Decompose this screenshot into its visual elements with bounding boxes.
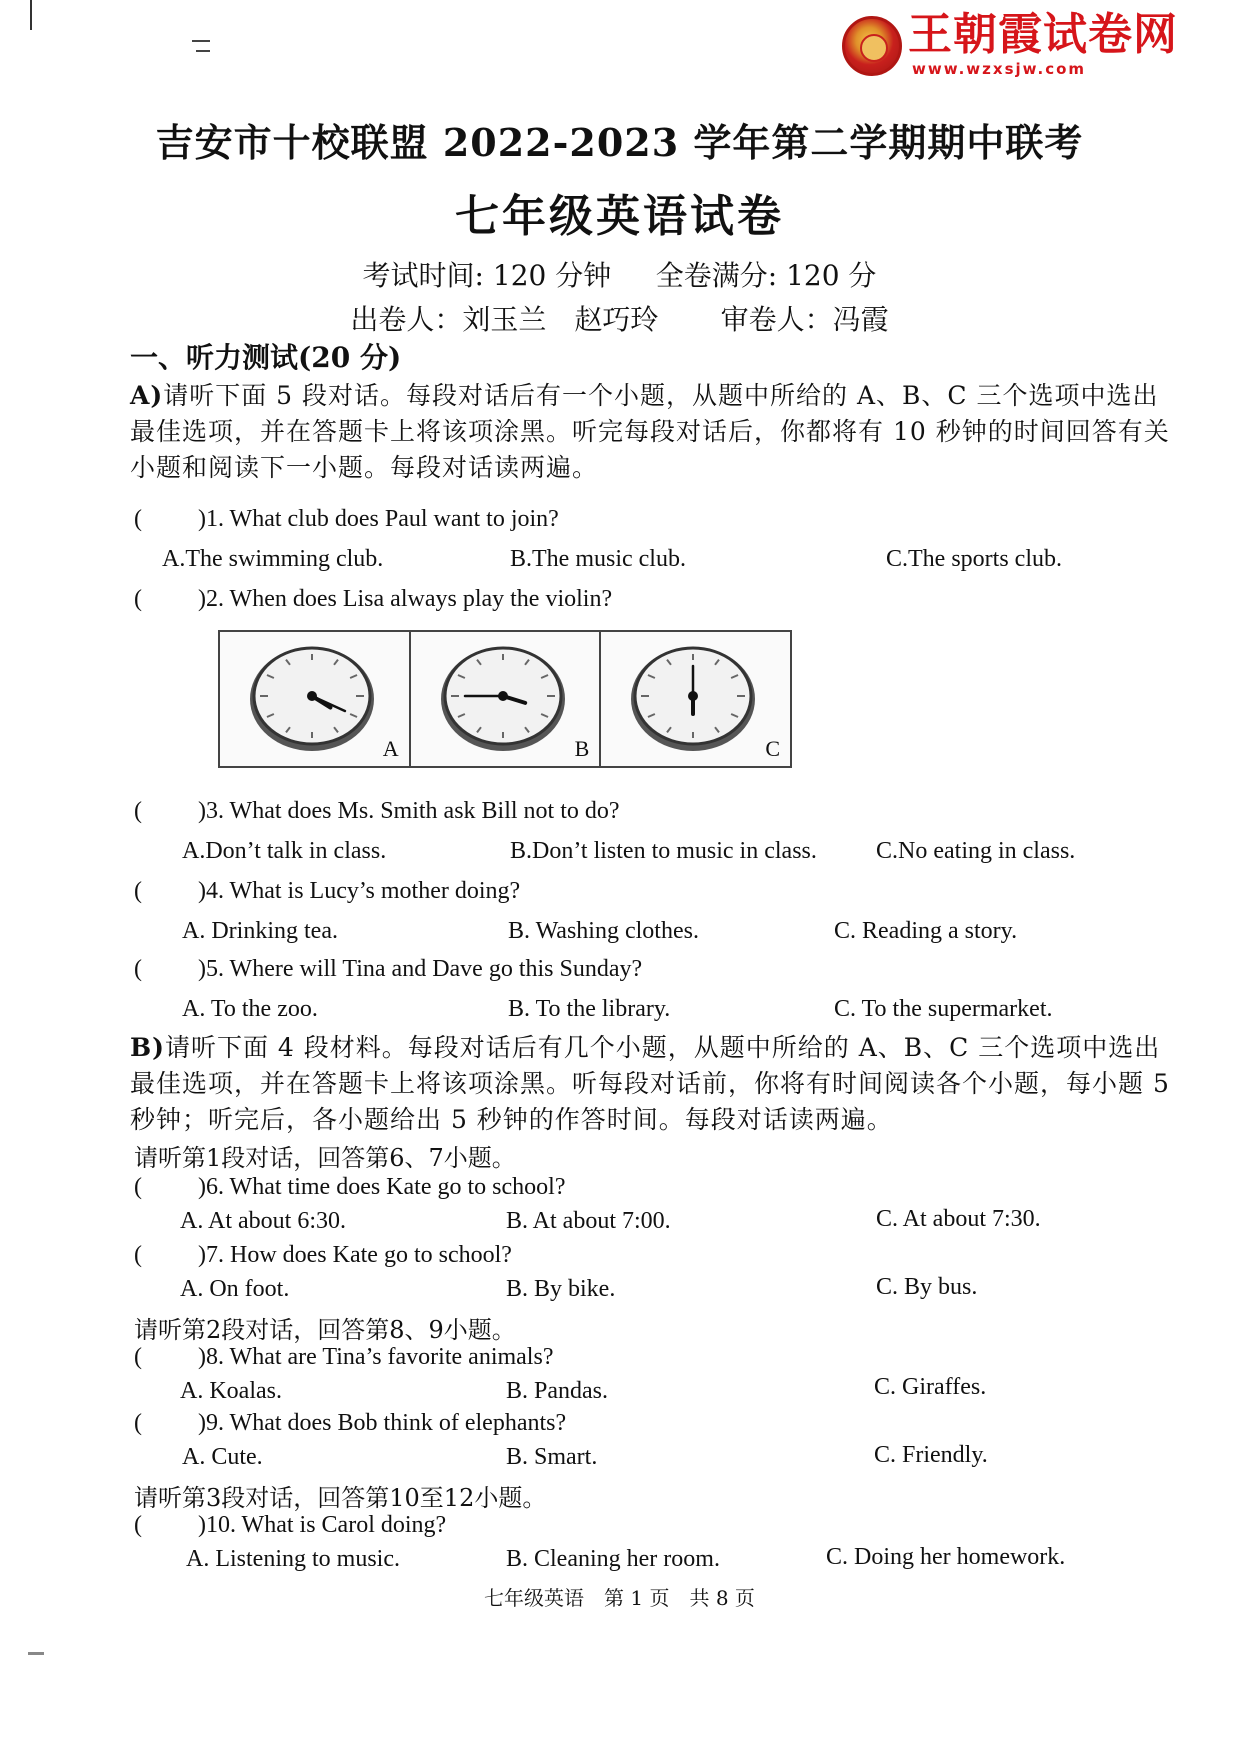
question-7	[134, 1242, 512, 1269]
question-text: )5. Where will Tina and Dave go this Sunday?	[198, 956, 643, 982]
question-text: )1. What club does Paul want to join?	[198, 506, 559, 532]
option-b: B.The music club.	[510, 546, 686, 572]
option-c: C. Friendly.	[874, 1442, 988, 1468]
exam-staff	[0, 298, 1239, 338]
option-c: C. Doing her homework.	[826, 1544, 1066, 1570]
full-score: 全卷满分: 120 分	[655, 259, 877, 292]
question-text: )3. What does Ms. Smith ask Bill not to do?	[198, 798, 620, 824]
option-a: A. Koalas.	[180, 1378, 282, 1404]
clock-options	[218, 630, 792, 768]
scan-mark	[196, 50, 210, 52]
question-10	[134, 1512, 446, 1539]
clock-icon	[220, 632, 410, 766]
option-a: A.The swimming club.	[162, 546, 384, 572]
answer-blank[interactable]: (	[134, 586, 142, 612]
question-5	[134, 956, 642, 983]
clock-center	[688, 691, 698, 701]
option-c: C.No eating in class.	[876, 838, 1076, 864]
option-c: C. To the supermarket.	[834, 996, 1053, 1022]
option-c: C. Reading a story.	[834, 918, 1018, 944]
option-a: A. Drinking tea.	[182, 918, 338, 944]
option-c: C.The sports club.	[886, 546, 1062, 572]
site-logo[interactable]	[842, 9, 1178, 78]
clock-option-b	[411, 632, 602, 766]
scan-mark	[192, 40, 210, 42]
option-b: B. To the library.	[508, 996, 671, 1022]
question-text: )6. What time does Kate go to school?	[198, 1174, 566, 1200]
paper-title: 七年级英语试卷	[455, 191, 784, 242]
part-b-instructions	[130, 1030, 1170, 1138]
option-b: B. Washing clothes.	[508, 918, 699, 944]
authors: 出卷人：刘玉兰 赵巧玲	[350, 303, 659, 336]
option-b: B. Smart.	[506, 1444, 598, 1470]
option-a: A. To the zoo.	[182, 996, 318, 1022]
clock-option-a	[220, 632, 411, 766]
logo-seal-icon	[842, 16, 902, 76]
clock-option-c	[601, 632, 790, 766]
dialog-note: 请听第1段对话，回答第6、7小题。	[134, 1144, 516, 1172]
answer-blank[interactable]: (	[134, 956, 142, 982]
dialog-note: 请听第3段对话，回答第10至12小题。	[134, 1484, 547, 1512]
question-text: )10. What is Carol doing?	[198, 1512, 447, 1538]
question-2	[134, 586, 612, 613]
question-3	[134, 798, 620, 825]
option-a: A. Cute.	[182, 1444, 263, 1470]
clock-label: A	[382, 736, 399, 761]
page-footer: 七年级英语 第 1 页 共 8 页	[484, 1586, 755, 1610]
option-b: B. By bike.	[506, 1276, 616, 1302]
exam-time: 考试时间: 120 分钟	[362, 259, 612, 292]
answer-blank[interactable]: (	[134, 506, 142, 532]
question-text: )8. What are Tina’s favorite animals?	[198, 1344, 554, 1370]
question-9	[134, 1410, 566, 1437]
part-a-instructions	[130, 378, 1170, 486]
answer-blank[interactable]: (	[134, 1174, 142, 1200]
option-a: A. On foot.	[180, 1276, 290, 1302]
option-a: A. Listening to music.	[186, 1546, 400, 1572]
question-1	[134, 506, 559, 533]
question-text: )9. What does Bob think of elephants?	[198, 1410, 567, 1436]
logo-url: www.wzxsjw.com	[912, 60, 1087, 78]
question-text: )4. What is Lucy’s mother doing?	[198, 878, 521, 904]
scan-mark	[28, 1652, 44, 1655]
question-text: )2. When does Lisa always play the violin?	[198, 586, 613, 612]
answer-blank[interactable]: (	[134, 1242, 142, 1268]
dialog-note: 请听第2段对话，回答第8、9小题。	[134, 1316, 516, 1344]
reviewer: 审卷人：冯霞	[720, 303, 889, 336]
answer-blank[interactable]: (	[134, 1344, 142, 1370]
clock-center	[498, 691, 508, 701]
part-a-text: 请听下面 5 段对话。每段对话后有一个小题，从题中所给的 A、B、C 三个选项中选出最佳选项，并在答题卡上将该项涂黑。听完每段对话后，你都将有 10 秒钟的时间回答有关小题和阅读下一小题。每段对话读两遍。	[130, 381, 1170, 482]
clock-label: B	[574, 736, 590, 761]
option-b: B. Cleaning her room.	[506, 1546, 720, 1572]
part-b-label: B)	[130, 1033, 165, 1062]
option-a: A. At about 6:30.	[180, 1208, 346, 1234]
option-c: C. By bus.	[876, 1274, 978, 1300]
clock-label: C	[765, 736, 781, 761]
option-c: C. At about 7:30.	[876, 1206, 1041, 1232]
clock-icon	[411, 632, 601, 766]
answer-blank[interactable]: (	[134, 1512, 142, 1538]
question-text: )7. How does Kate go to school?	[198, 1242, 512, 1268]
question-4	[134, 878, 520, 905]
option-b: B. At about 7:00.	[506, 1208, 671, 1234]
option-c: C. Giraffes.	[874, 1374, 987, 1400]
section-heading: 一、听力测试(20 分)	[130, 341, 402, 374]
answer-blank[interactable]: (	[134, 1410, 142, 1436]
logo-name: 王朝霞试卷网	[908, 9, 1178, 60]
page-edge	[30, 0, 32, 30]
answer-blank[interactable]: (	[134, 798, 142, 824]
option-b: B.Don’t listen to music in class.	[510, 838, 817, 864]
part-b-text: 请听下面 4 段材料。每段对话后有几个小题，从题中所给的 A、B、C 三个选项中选出最佳选项，并在答题卡上将该项涂黑。听每段对话前，你将有时间阅读各个小题，每小题 5 秒钟；听完后，各小题给出 5 秒钟的作答时间。每段对话读两遍。	[130, 1033, 1170, 1134]
exam-title: 吉安市十校联盟 2022-2023 学年第二学期期中联考	[155, 120, 1084, 165]
clock-icon	[601, 632, 791, 766]
clock-center	[307, 691, 317, 701]
exam-info	[0, 254, 1239, 294]
question-8	[134, 1344, 553, 1371]
part-a-label: A)	[130, 381, 164, 410]
question-6	[134, 1174, 565, 1201]
option-b: B. Pandas.	[506, 1378, 608, 1404]
answer-blank[interactable]: (	[134, 878, 142, 904]
option-a: A.Don’t talk in class.	[182, 838, 387, 864]
